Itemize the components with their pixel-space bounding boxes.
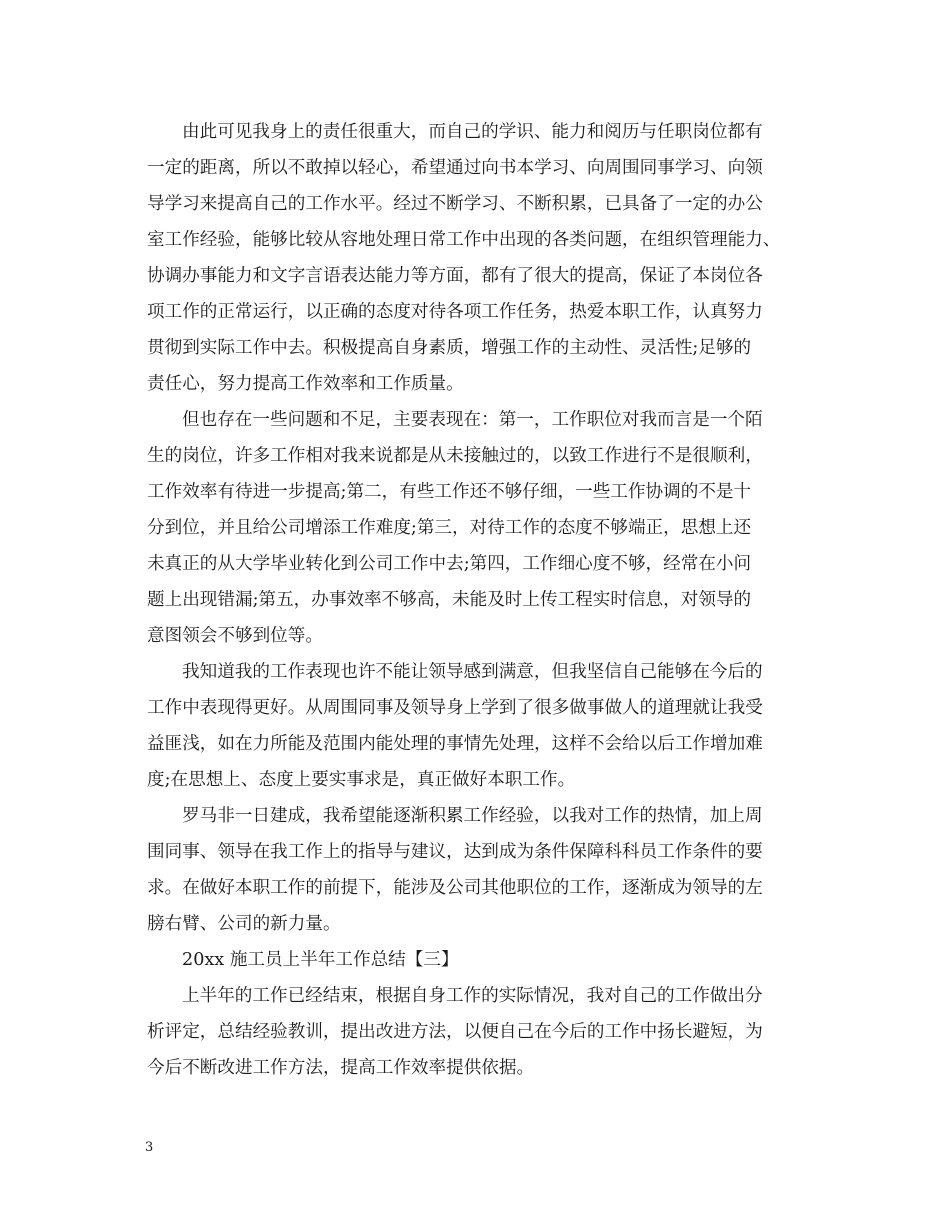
paragraph-1-line-1: 由此可见我身上的责任很重大，而自己的学识、能力和阅历与任职岗位都有: [182, 122, 763, 142]
paragraph-3-line-2: 工作中表现得更好。从周围同事及领导身上学到了很多做事做人的道理就让我受: [147, 698, 763, 718]
paragraph-1-line-8: 责任心，努力提高工作效率和工作质量。: [147, 374, 464, 394]
paragraph-1-line-6: 项工作的正常运行，以正确的态度对待各项工作任务，热爱本职工作，认真努力: [147, 302, 763, 322]
paragraph-2-line-2: 生的岗位，许多工作相对我来说都是从未接触过的，以致工作进行不是很顺利，: [147, 446, 763, 466]
paragraph-5-line-3: 今后不断改进工作方法，提高工作效率提供依据。: [147, 1058, 535, 1078]
paragraph-2-line-1: 但也存在一些问题和不足，主要表现在：第一，工作职位对我而言是一个陌: [182, 410, 763, 430]
paragraph-2-line-5: 未真正的从大学毕业转化到公司工作中去;第四，工作细心度不够，经常在小问: [147, 554, 752, 574]
paragraph-1-line-7: 贯彻到实际工作中去。积极提高自身素质，增强工作的主动性、灵活性;足够的: [147, 338, 752, 358]
section-heading: 20xx 施工员上半年工作总结【三】: [182, 950, 459, 970]
paragraph-5-line-2: 析评定，总结经验教训，提出改进方法，以便自己在今后的工作中扬长避短，为: [147, 1022, 763, 1042]
paragraph-3-line-1: 我知道我的工作表现也许不能让领导感到满意，但我坚信自己能够在今后的: [182, 662, 763, 682]
paragraph-3-line-3: 益匪浅，如在力所能及范围内能处理的事情先处理，这样不会给以后工作增加难: [147, 734, 763, 754]
paragraph-1-line-2: 一定的距离，所以不敢掉以轻心，希望通过向书本学习、向周围同事学习、向领: [147, 158, 763, 178]
paragraph-4-line-4: 膀右臂、公司的新力量。: [147, 914, 341, 934]
paragraph-2-line-6: 题上出现错漏;第五，办事效率不够高，未能及时上传工程实时信息，对领导的: [147, 590, 752, 610]
paragraph-5-line-1: 上半年的工作已经结束，根据自身工作的实际情况，我对自己的工作做出分: [182, 986, 763, 1006]
paragraph-2-line-3: 工作效率有待进一步提高;第二，有些工作还不够仔细，一些工作协调的不是十: [147, 482, 752, 502]
paragraph-3-line-4: 度;在思想上、态度上要实事求是，真正做好本职工作。: [147, 770, 576, 790]
paragraph-4-line-2: 围同事、领导在我工作上的指导与建议，达到成为条件保障科科员工作条件的要: [147, 842, 763, 862]
paragraph-1-line-5: 协调办事能力和文字言语表达能力等方面，都有了很大的提高，保证了本岗位各: [147, 266, 763, 286]
paragraph-2-line-4: 分到位，并且给公司增添工作难度;第三，对待工作的态度不够端正，思想上还: [147, 518, 752, 538]
paragraph-2-line-7: 意图领会不够到位等。: [147, 626, 323, 646]
paragraph-1-line-4: 室工作经验，能够比较从容地处理日常工作中出现的各类问题，在组织管理能力、: [147, 230, 781, 250]
paragraph-4-line-1: 罗马非一日建成，我希望能逐渐积累工作经验，以我对工作的热情，加上周: [182, 806, 763, 826]
page-number: 3: [145, 1140, 154, 1155]
paragraph-4-line-3: 求。在做好本职工作的前提下，能涉及公司其他职位的工作，逐渐成为领导的左: [147, 878, 763, 898]
paragraph-1-line-3: 导学习来提高自己的工作水平。经过不断学习、不断积累，已具备了一定的办公: [147, 194, 763, 214]
